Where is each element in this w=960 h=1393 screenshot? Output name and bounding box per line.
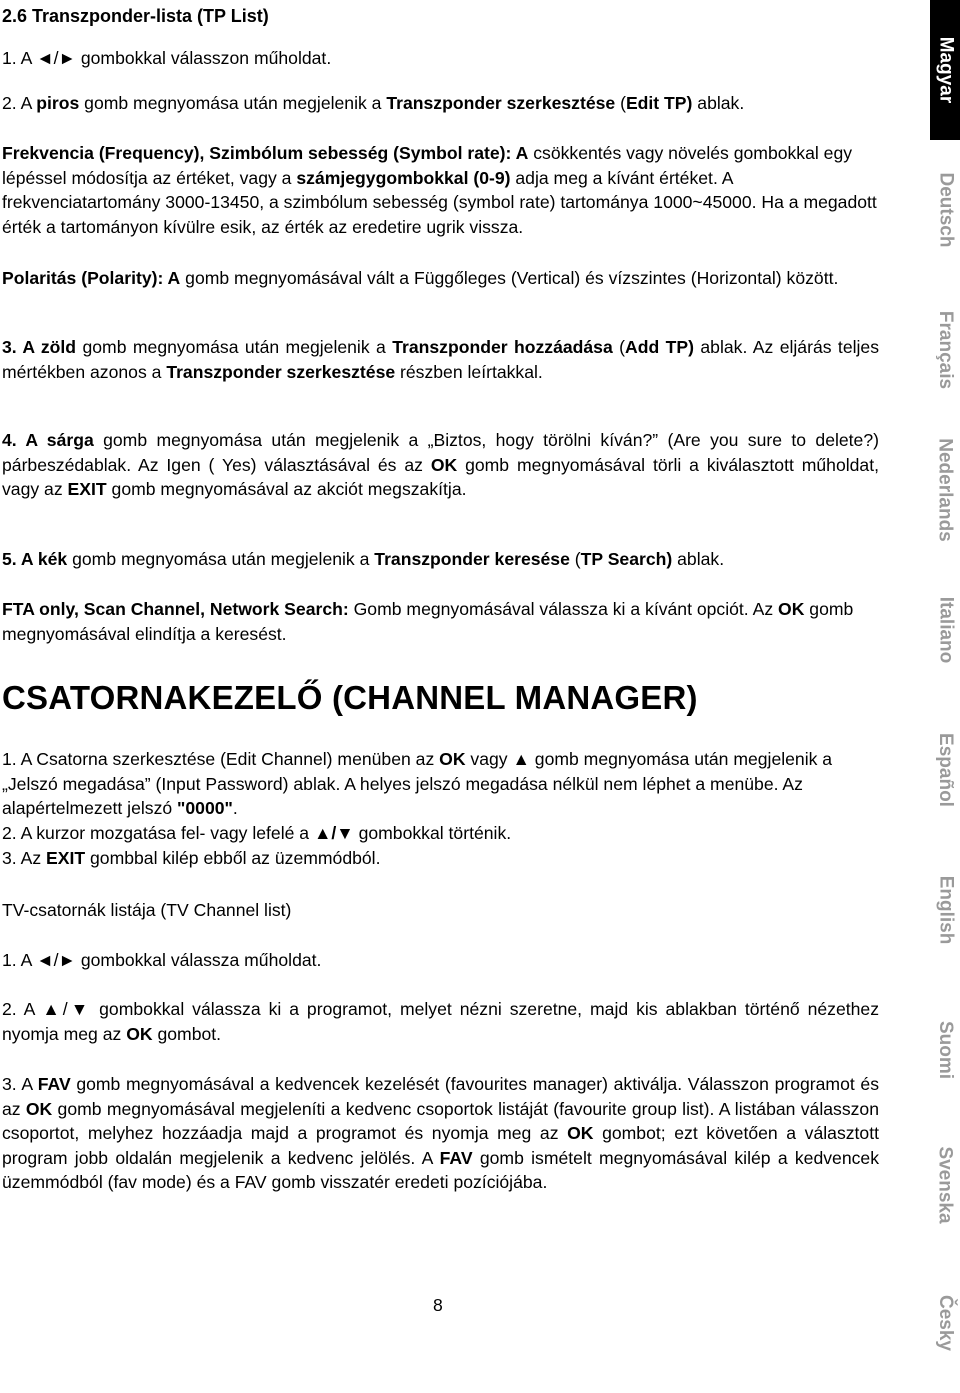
language-tab-nederlands[interactable] [930, 420, 960, 560]
language-tab-svenska[interactable] [930, 1115, 960, 1255]
language-tab-label: Français [935, 310, 956, 390]
language-tab-magyar[interactable] [930, 0, 960, 140]
tv-step-1: 1. A ◄/► gombokkal válassza műholdat. [2, 950, 322, 970]
cm-step-3: 3. Az EXIT gombbal kilép ebből az üzemmódból. [2, 848, 381, 868]
page-number: 8 [433, 1295, 443, 1315]
tp-step-2: 2. A piros gomb megnyomása után megjelenik a Transzponder szerkesztése (Edit TP) ablak. [2, 93, 745, 113]
language-tab-espanol[interactable] [930, 700, 960, 840]
channel-manager-title: CSATORNAKEZELŐ (CHANNEL MANAGER) [2, 679, 698, 716]
language-tab-english[interactable] [930, 840, 960, 980]
language-tab-label: Deutsch [935, 172, 956, 248]
tp-step-3: 3. A zöld gomb megnyomása után megjelenik a Transzponder hozzáadása (Add TP) ablak. Az eljárás teljes mértékben azonos a Transzponder szerkesztése részben leírtakkal. [2, 337, 879, 382]
language-tab-label: English [935, 875, 956, 945]
tp-step-1: 1. A ◄/► gombokkal válasszon műholdat. [2, 48, 332, 68]
language-tab-label: Nederlands [935, 438, 957, 542]
language-sidebar [930, 0, 960, 1393]
language-tab-label: Italiano [935, 596, 957, 664]
cm-step-1: 1. A Csatorna szerkesztése (Edit Channel) menüben az OK vagy ▲ gomb megnyomása után megjelenik a „Jelszó megadása” (Input Password) ablak. A helyes jelszó megadása nélkül nem léphet a menübe. Az alapértelmezett jelszó "0000". [2, 749, 833, 818]
language-tab-suomi[interactable] [930, 980, 960, 1120]
language-tab-cesky[interactable] [930, 1253, 960, 1393]
language-tab-francais[interactable] [930, 280, 960, 420]
language-tab-label: Suomi [935, 1020, 956, 1080]
tv-step-3: 3. A FAV gomb megnyomásával a kedvencek kezelését (favourites manager) aktiválja. Válasszon programot és az OK gomb megnyomásával megjeleníti a kedvenc csoportok listáját (favourite group list). A listában válasszon csoportot, melyhez hozzáadja majd a programot és nyomja meg az OK gombot; ezt követően a választott program jobb oldalán megjelenik a kedvenc jelölés. A FAV gomb ismételt megnyomásával kilép a kedvencek üzemmódból (fav mode) és a FAV gomb visszatér eredeti pozíciójába. [2, 1074, 880, 1192]
language-tab-label: Svenska [935, 1146, 956, 1224]
language-tab-deutsch[interactable] [930, 140, 960, 280]
tp-search-options: FTA only, Scan Channel, Network Search: Gomb megnyomásával válassza ki a kívánt opciót. Az OK gomb megnyomásával elindítja a keresést. [2, 599, 854, 644]
tp-polarity: Polaritás (Polarity): A gomb megnyomásával vált a Függőleges (Vertical) és vízszintes (Horizontal) között. [2, 268, 839, 288]
tv-step-2: 2. A ▲/▼ gombokkal válassza ki a programot, melyet nézni szeretne, majd kis ablakban történő nézethez nyomja meg az OK gombot. [2, 999, 879, 1044]
tv-list-title: TV-csatornák listája (TV Channel list) [2, 900, 292, 920]
tp-step-4: 4. A sárga gomb megnyomása után megjelenik a „Biztos, hogy törölni kíván?” (Are you sure to delete?) párbeszédablak. Az Igen ( Yes) választásával és az OK gomb megnyomásával törli a kiválasztott műholdat, vagy az EXIT gomb megnyomásával az akciót megszakítja. [2, 430, 879, 499]
tp-step-5: 5. A kék gomb megnyomása után megjelenik a Transzponder keresése (TP Search) ablak. [2, 549, 725, 569]
cm-step-2: 2. A kurzor mozgatása fel- vagy lefelé a ▲/▼ gombokkal történik. [2, 823, 512, 843]
language-tab-label: Česky [935, 1295, 956, 1351]
tp-frequency-symbol-rate: Frekvencia (Frequency), Szimbólum sebesség (Symbol rate): A csökkentés vagy növelés gombokkal egy lépéssel módosítja az értéket, vagy a számjegygombokkal (0-9) adja meg a kívánt értéket. A frekvenciatartomány 3000-13450, a szimbólum sebesség (symbol rate) tartománya 1000~45000. Ha a megadott érték a tartományon kívülre esik, az érték az eredetire ugrik vissza. [2, 143, 877, 237]
language-tab-italiano[interactable] [930, 560, 960, 700]
section-heading: 2.6 Transzponder-lista (TP List) [2, 6, 269, 26]
language-tab-label: Magyar [935, 36, 956, 104]
language-tab-label: Español [935, 733, 956, 807]
